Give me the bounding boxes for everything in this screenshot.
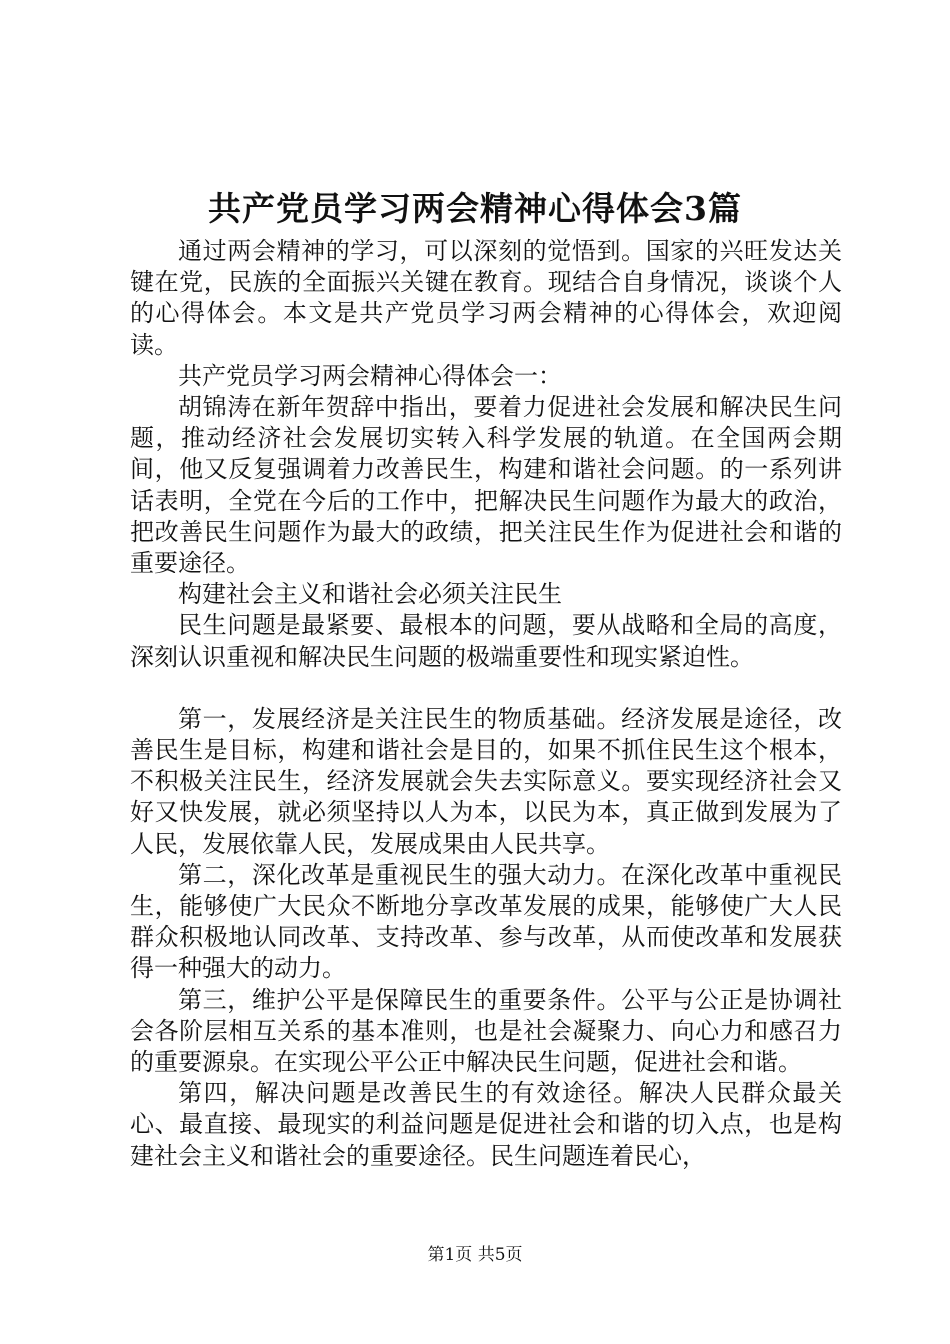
paragraph-point-1: 第一，发展经济是关注民生的物质基础。经济发展是途径，改善民生是目标，构建和谐社会是目的，如果不抓住民生这个根本，不积极关注民生，经济发展就会失去实际意义。要实现经济社会又好又快发展，就必须坚持以人为本，以民为本，真正做到发展为了人民，发展依靠人民，发展成果由人民共享。 <box>130 704 842 858</box>
paragraph-point-2: 第二，深化改革是重视民生的强大动力。在深化改革中重视民生，能够使广大民众不断地分享改革发展的成果，能够使广大人民群众积极地认同改革、支持改革、参与改革，从而使改革和发展获得一种强大的动力。 <box>130 860 842 983</box>
paragraph-intro: 通过两会精神的学习，可以深刻的觉悟到。国家的兴旺发达关键在党，民族的全面振兴关键在教育。现结合自身情况，谈谈个人的心得体会。本文是共产党员学习两会精神的心得体会，欢迎阅读。 <box>130 237 842 359</box>
page-footer: 第1页 共5页 <box>427 1245 523 1265</box>
document-title: 共产党员学习两会精神心得体会3篇 <box>208 189 742 228</box>
document-body <box>130 236 842 1172</box>
paragraph-livelihood: 民生问题是最紧要、最根本的问题，要从战略和全局的高度，深刻认识重视和解决民生问题的极端重要性和现实紧迫性。 <box>130 611 842 671</box>
paragraph-point-4: 第四，解决问题是改善民生的有效途径。解决人民群众最关心、最直接、最现实的利益问题是促进社会和谐的切入点，也是构建社会主义和谐社会的重要途径。民生问题连着民心， <box>130 1079 842 1170</box>
paragraph-point-3: 第三，维护公平是保障民生的重要条件。公平与公正是协调社会各阶层相互关系的基本准则，也是社会凝聚力、向心力和感召力的重要源泉。在实现公平公正中解决民生问题，促进社会和谐。 <box>130 985 842 1077</box>
paragraph-subheading: 构建社会主义和谐社会必须关注民生 <box>178 580 562 609</box>
paragraph-section-heading: 共产党员学习两会精神心得体会一： <box>178 361 562 390</box>
paragraph-hu-speech: 胡锦涛在新年贺辞中指出，要着力促进社会发展和解决民生问题，推动经济社会发展切实转入科学发展的轨道。在全国两会期间，他又反复强调着力改善民生，构建和谐社会问题。的一系列讲话表明，全党在今后的工作中，把解决民生问题作为最大的政治，把改善民生问题作为最大的政绩，把关注民生作为促进社会和谐的重要途径。 <box>130 393 842 578</box>
